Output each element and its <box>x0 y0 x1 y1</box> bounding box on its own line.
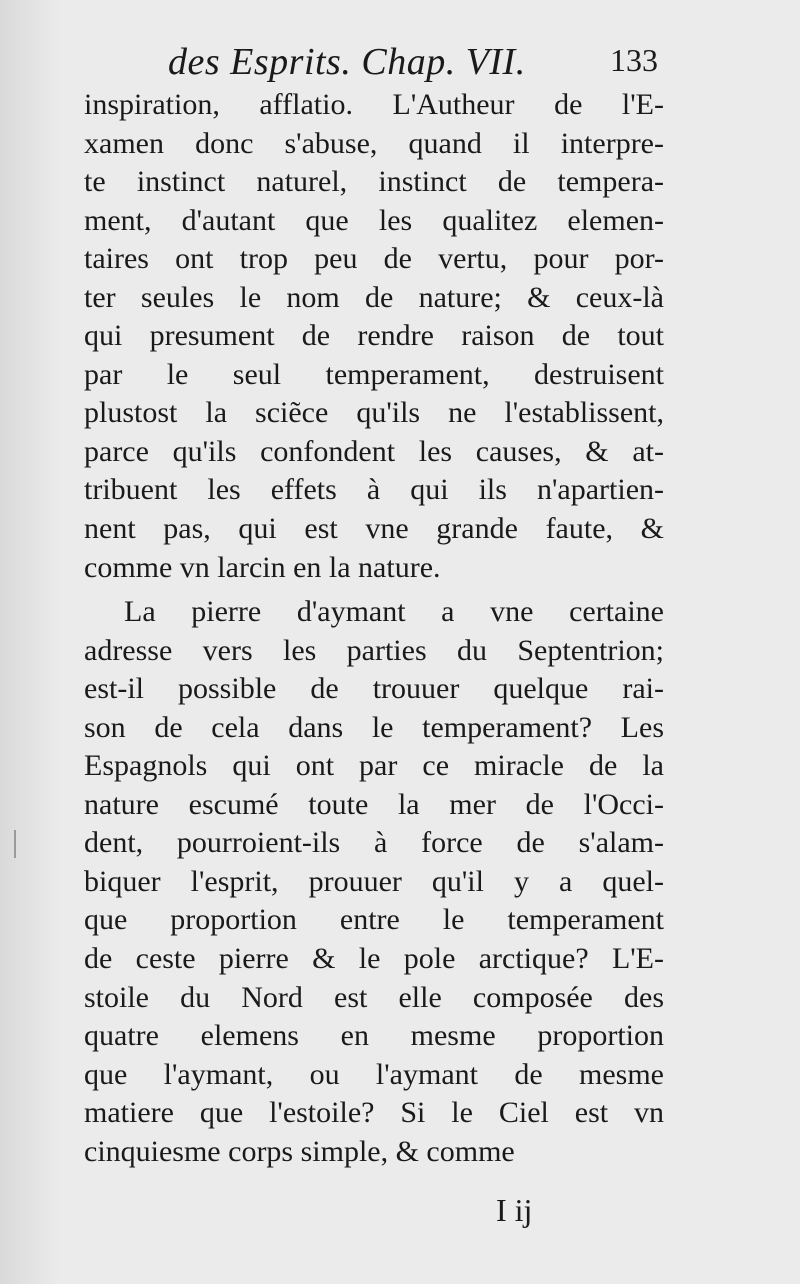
text-line: plustost la sciẽce qu'ils ne l'establissent, <box>84 396 664 430</box>
text-line: xamen donc s'abuse, quand il interpre- <box>84 126 664 160</box>
page-header <box>168 40 658 90</box>
text-line: quatre elemens en mesme proportion <box>84 1019 664 1053</box>
paragraph <box>84 593 664 1171</box>
text-line: taires ont trop peu de vertu, pour por- <box>84 242 664 276</box>
text-line: stoile du Nord est elle composée des <box>84 980 664 1014</box>
text-line: que l'aymant, ou l'aymant de mesme <box>84 1057 664 1091</box>
text-line: matiere que l'estoile? Si le Ciel est vn <box>84 1096 664 1130</box>
text-line: dent, pourroient-ils à force de s'alam- <box>84 826 664 860</box>
text-line: inspiration, afflatio. L'Autheur de l'E- <box>84 88 664 121</box>
text-line: adresse vers les parties du Septentrion; <box>84 633 664 667</box>
text-line: est-il possible de trouuer quelque rai- <box>84 672 664 706</box>
text-line: Espagnols qui ont par ce miracle de la <box>84 749 664 783</box>
text-line: son de cela dans le temperament? Les <box>84 710 664 744</box>
text-line: comme vn larcin en la nature. <box>84 550 441 584</box>
text-body <box>84 86 664 1171</box>
text-line: cinquiesme corps simple, & comme <box>84 1134 515 1168</box>
text-line: par le seul temperament, destruisent <box>84 357 664 391</box>
text-line: qui presument de rendre raison de tout <box>84 319 664 353</box>
signature-mark: I ij <box>496 1192 533 1228</box>
text-line: biquer l'esprit, prouuer qu'il y a quel- <box>84 864 664 898</box>
text-line: que proportion entre le temperament <box>84 903 664 937</box>
margin-mark <box>14 830 16 858</box>
text-line: te instinct naturel, instinct de tempera- <box>84 165 664 199</box>
text-line: ter seules le nom de nature; & ceux-là <box>84 280 664 314</box>
paragraph <box>84 86 664 587</box>
text-line: La pierre d'aymant a vne certaine <box>124 595 664 629</box>
running-title: des Esprits. Chap. VII. <box>168 41 526 83</box>
text-line: ment, d'autant que les qualitez elemen- <box>84 203 664 237</box>
text-line: nature escumé toute la mer de l'Occi- <box>84 787 664 821</box>
page-number: 133 <box>610 42 658 78</box>
text-line: tribuent les effets à qui ils n'apartien- <box>84 473 664 507</box>
text-line: nent pas, qui est vne grande faute, & <box>84 512 664 546</box>
text-line: de ceste pierre & le pole arctique? L'E- <box>84 942 664 976</box>
text-line: parce qu'ils confondent les causes, & at- <box>84 434 664 468</box>
